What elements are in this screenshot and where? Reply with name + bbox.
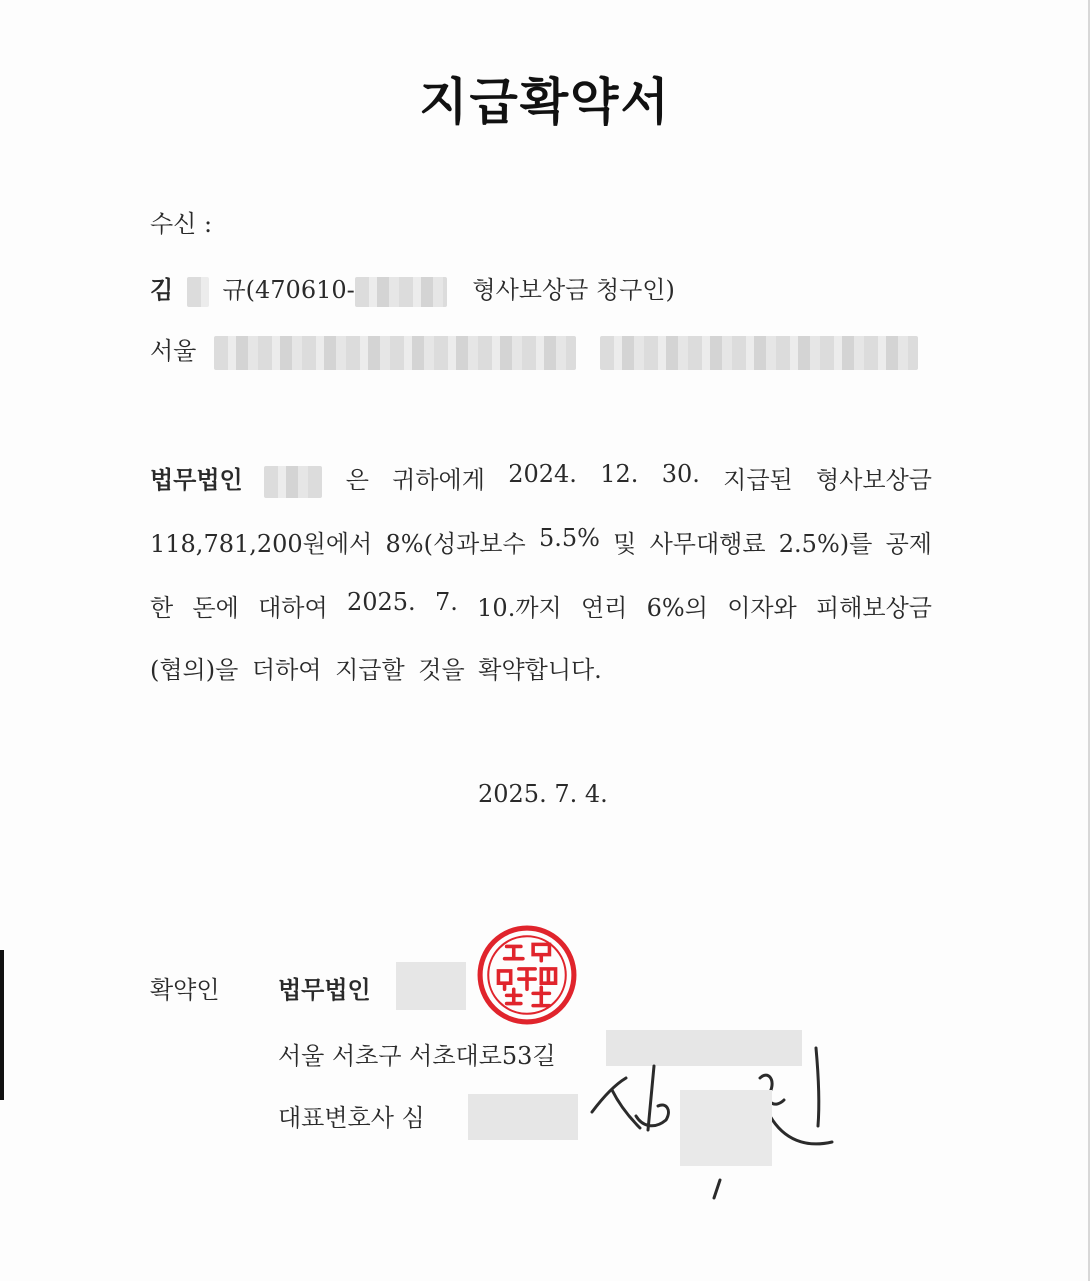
recipient-address-prefix: 서울	[150, 337, 197, 365]
body-line-3	[150, 588, 932, 623]
body-word: 30.	[661, 460, 700, 488]
body-line-2	[150, 524, 932, 559]
redacted-address-part1	[214, 336, 576, 370]
promisor-representative: 대표변호사 심	[278, 1104, 425, 1132]
document-date: 2025. 7. 4.	[478, 780, 608, 808]
redacted-id	[355, 277, 447, 307]
body-word: 12.	[600, 460, 639, 488]
recipient-name-prefix: 김	[150, 276, 174, 304]
body-word: 8%(성과보수	[385, 530, 526, 558]
body-word: 형사보상금	[816, 466, 932, 494]
body-word: 이자와	[727, 594, 797, 622]
promisor-label: 확약인	[150, 976, 220, 1004]
body-word: 118,781,200원에서	[150, 530, 373, 558]
body-word: 대하여	[258, 594, 328, 622]
recipient-role: 형사보상금 청구인)	[472, 276, 675, 304]
body-word: 6%의	[646, 594, 708, 622]
body-word: 사무대행료	[649, 530, 766, 558]
body-word: 귀하에게	[392, 466, 485, 494]
body-word: 5.5%	[538, 524, 600, 552]
body-word: 10.까지	[477, 594, 562, 622]
document-title: 지급확약서	[419, 73, 671, 131]
body-word: 연리	[580, 594, 628, 622]
body-word: 2025.	[346, 588, 416, 616]
body-line-1	[150, 460, 932, 498]
body-word: 2024.	[508, 460, 577, 488]
redacted-representative-name	[468, 1094, 578, 1140]
redacted-address-part2	[600, 336, 918, 370]
body-word: 7.	[434, 588, 458, 616]
body-line-4: (협의)을 더하여 지급할 것을 확약합니다.	[150, 656, 602, 684]
body-word: 공제	[885, 530, 932, 558]
recipient-label: 수신 :	[150, 210, 213, 238]
promisor-address: 서울 서초구 서초대로53길	[278, 1042, 556, 1070]
redacted-signature-part	[680, 1090, 772, 1166]
recipient-address-line	[150, 331, 918, 370]
body-word: 피해보상금	[816, 594, 932, 622]
body-word: 및	[613, 530, 637, 558]
body-word: 한	[150, 594, 174, 622]
body-word: 은	[345, 466, 369, 494]
scan-edge-left	[0, 950, 4, 1100]
redacted-firm-name	[264, 466, 322, 498]
body-word: 2.5%)를	[778, 530, 873, 558]
redacted-name	[187, 277, 209, 307]
recipient-name-line	[150, 270, 675, 307]
body-firm-word: 법무법인	[150, 460, 322, 498]
handwritten-signature-icon	[570, 1030, 850, 1200]
body-word: 돈에	[192, 594, 239, 622]
seal-stamp-icon	[476, 924, 578, 1026]
promisor-firm: 법무법인	[278, 976, 371, 1004]
body-word: 지급된	[723, 466, 793, 494]
recipient-name-suffix: 규(470610-	[222, 276, 355, 304]
redacted-promisor-firm-name	[396, 962, 466, 1010]
